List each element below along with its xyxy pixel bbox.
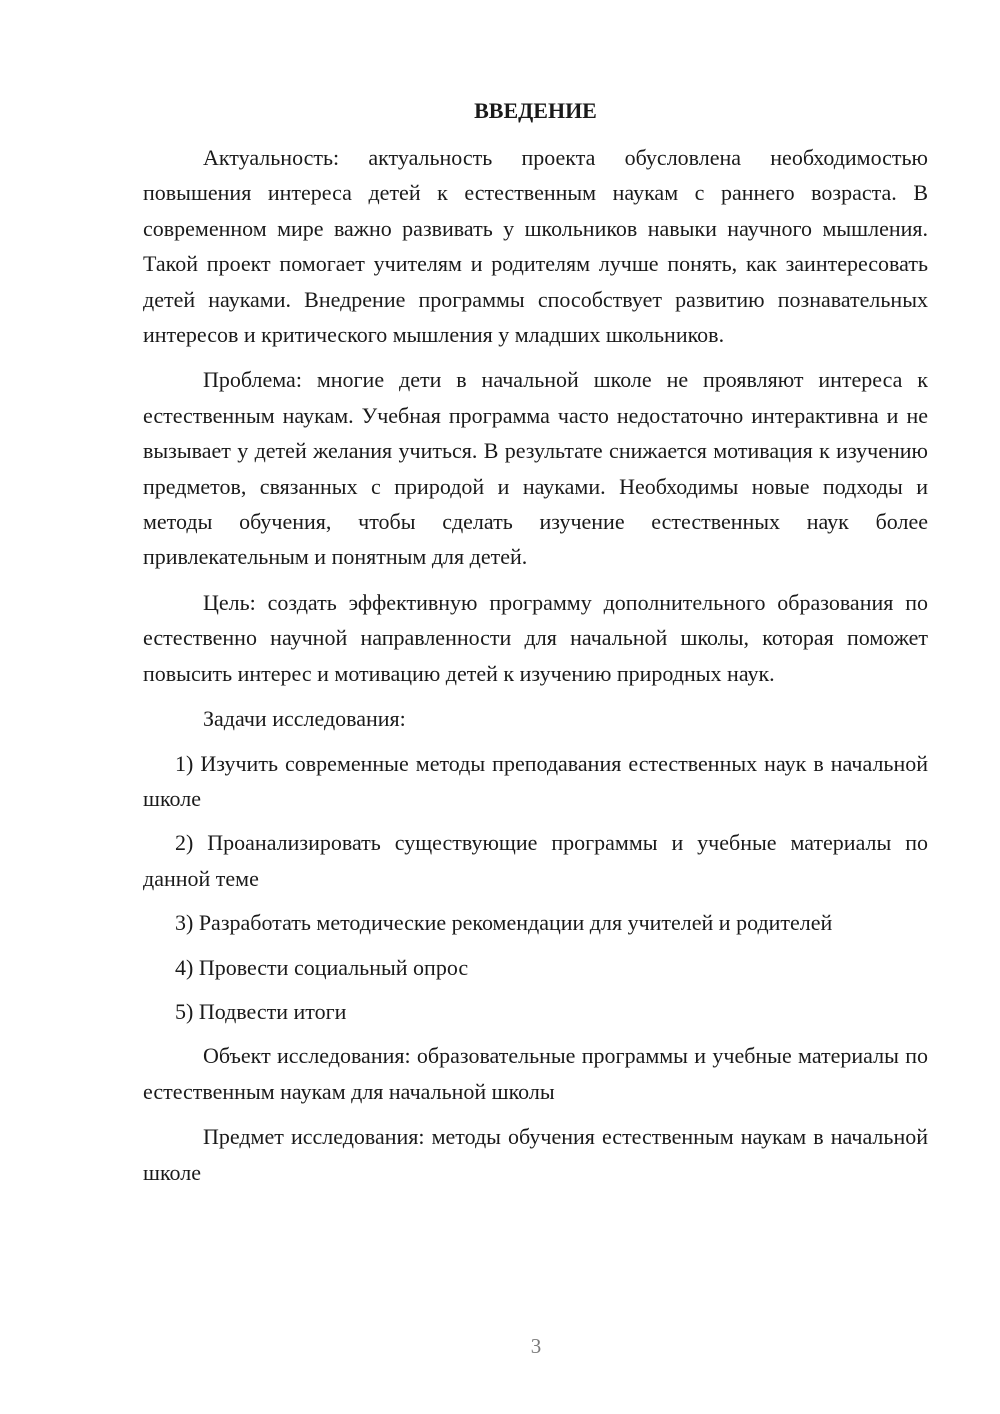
- section-title: ВВЕДЕНИЕ: [474, 98, 597, 123]
- subject-paragraph: Предмет исследования: методы обучения естественным наукам в начальной школе: [143, 1124, 928, 1185]
- task-item: 3) Разработать методические рекомендации для учителей и родителей: [175, 910, 833, 936]
- task-item: 2) Проанализировать существующие программы и учебные материалы по данной теме: [143, 830, 928, 891]
- page-number: 3: [530, 1334, 542, 1358]
- problem-paragraph: Проблема: многие дети в начальной школе не проявляют интереса к естественным наукам. Учебная программа часто недостаточно интерактивна и не вызывает у детей желания учиться. В результате снижается мотивация к изучению предметов, связанных с природой и науками. Необходимы новые подходы и методы обучения, чтобы сделать изучение естественных наук более привлекательным и понятным для детей.: [143, 367, 928, 570]
- relevance-paragraph: Актуальность: актуальность проекта обусловлена необходимостью повышения интереса детей к естественным наукам с раннего возраста. В современном мире важно развивать у школьников навыки научного мышления. Такой проект помогает учителям и родителям лучше понять, как заинтересовать детей науками. Внедрение программы способствует развитию познавательных интересов и критического мышления у младших школьников.: [143, 145, 928, 348]
- goal-paragraph: Цель: создать эффективную программу дополнительного образования по естественно научной направленности для начальной школы, которая поможет повысить интерес и мотивацию детей к изучению природных наук.: [143, 589, 928, 686]
- object-paragraph: Объект исследования: образовательные программы и учебные материалы по естественным наукам для начальной школы: [143, 1043, 928, 1104]
- task-item: 5) Подвести итоги: [175, 998, 347, 1024]
- tasks-heading: Задачи исследования:: [203, 706, 406, 732]
- task-item: 1) Изучить современные методы преподавания естественных наук в начальной школе: [143, 750, 928, 811]
- task-item: 4) Провести социальный опрос: [175, 954, 469, 980]
- page-content: [143, 96, 928, 1200]
